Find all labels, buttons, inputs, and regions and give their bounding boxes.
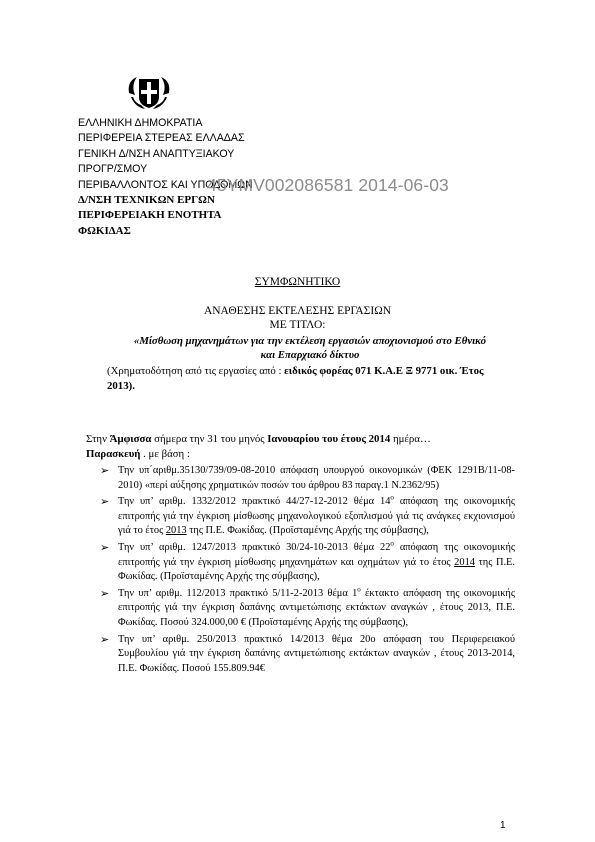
intro-place: Άμφισσα: [109, 433, 152, 445]
intro-text: . με βάση :: [140, 448, 190, 460]
title-text: ΣΥΜΦΩΝΗΤΙΚΟ: [254, 276, 341, 288]
arrow-bullet-icon: ➢: [100, 540, 110, 554]
arrow-bullet-icon: ➢: [100, 495, 110, 509]
ordinal-sup: ο: [390, 493, 394, 502]
item-year: 2014: [454, 556, 475, 568]
header-line: ΠΕΡΙΒΑΛΛΟΝΤΟΣ ΚΑΙ ΥΠΟΔΟΜΩΝ: [78, 178, 253, 191]
legal-basis-list: [100, 464, 515, 678]
arrow-bullet-icon: ➢: [100, 464, 110, 477]
greek-coat-of-arms-emblem: [125, 73, 173, 113]
item-text: απόφαση της οικονομικής επιτροπής γιά την έγκριση μίσθωσης μηχανημάτων και οχημάτων γιά το έτος: [118, 541, 515, 568]
funding-code: ειδικός φορέας 071 Κ.Α.Ε Ξ 9771 οικ. Έτος 2013).: [107, 365, 484, 392]
subtitle-line: ΜΕ ΤΙΤΛΟ:: [269, 319, 326, 331]
intro-date: Ιανουαρίου του έτους 2014: [267, 433, 391, 445]
intro-text: Στην: [86, 433, 110, 445]
item-text: Την υπ΄αριθμ.35130/739/09-08-2010 απόφαση υπουργού οικονομικών (ΦΕΚ 1291Β/11-08-2010) «περί αύξησης χρηματικών ποσών του άρθρου 83 παραγ.1 Ν.2362/95): [118, 465, 515, 491]
header-bold-line: Δ/ΝΣΗ ΤΕΧΝΙΚΩΝ ΕΡΓΩΝ: [78, 194, 215, 207]
list-item: [100, 541, 515, 585]
funding-prefix: (Χρηματοδότηση από τις εργασίες από :: [107, 365, 285, 377]
arrow-bullet-icon: ➢: [100, 586, 110, 600]
item-text: έκτακτο απόφαση της οικονομικής επιτροπής γιά την έγκριση δαπάνης αντιμετώπισης εκτάκτων αναγκών , έτους 2013, Π.Ε. Φωκίδας. Ποσού 324.000,00 € (Προϊσταμένης Αρχής της σύμβασης),: [118, 587, 515, 628]
list-item: [100, 587, 515, 631]
item-text: της Π.Ε. Φωκίδας. (Προϊσταμένης Αρχής της σύμβασης),: [118, 556, 516, 583]
item-text: Την υπ’ αριθμ. 1332/2012 πρακτικό 44/27-12-2012 θέμα 14: [118, 496, 391, 508]
intro-paragraph: [86, 432, 516, 462]
header-bold-line: ΠΕΡΙΦΕΡΕΙΑΚΗ ΕΝΟΤΗΤΑ: [78, 209, 222, 222]
item-text: Την υπ’ αριθμ. 250/2013 πρακτικό 14/2013 θέμα 20ο απόφαση του Περιφερειακού Συμβουλίου γιά την έγκριση δαπάνης αντιμετώπισης εκτάκτων αναγκών , έτους 2013-2014, Π.Ε. Φωκίδας. Ποσού 155.809.94€: [118, 633, 515, 674]
item-text: της Π.Ε. Φωκίδας. (Προϊσταμένης Αρχής της σύμβασης),: [186, 525, 429, 537]
item-year: 2013: [165, 525, 187, 537]
intro-text: σήμερα την 31 του μηνός: [151, 433, 268, 445]
subject-line: και Επαρχιακό δίκτυο: [260, 349, 360, 361]
item-text: Την υπ’ αριθμ. 112/2013 πρακτικό 5/11-2-2013 θέμα 1: [118, 587, 358, 599]
intro-day: Παρασκευή: [86, 448, 141, 460]
document-subtitle: [0, 304, 595, 332]
header-line: ΕΛΛΗΝΙΚΗ ΔΗΜΟΚΡΑΤΙΑ: [78, 117, 203, 129]
ordinal-sup: ο: [357, 585, 361, 594]
list-item: [100, 633, 515, 677]
subject-line: «Μίσθωση μηχανημάτων για την εκτέλεση εργασιών αποχιονισμού στο Εθνικό: [133, 335, 487, 347]
arrow-bullet-icon: ➢: [100, 632, 110, 646]
header-line: ΠΡΟΓΡ/ΣΜΟΥ: [78, 163, 148, 176]
subtitle-line: ΑΝΑΘΕΣΗΣ ΕΚΤΕΛΕΣΗΣ ΕΡΓΑΣΙΩΝ: [203, 305, 392, 317]
page-number: 1: [500, 820, 506, 831]
header-line: ΓΕΝΙΚΗ Δ/ΝΣΗ ΑΝΑΠΤΥΞΙΑΚΟΥ: [78, 147, 235, 160]
header-line: ΠΕΡΙΦΕΡΕΙΑ ΣΤΕΡΕΑΣ ΕΛΛΑΔΑΣ: [78, 132, 245, 145]
item-text: απόφαση της οικονομικής επιτροπής γιά την έγκριση μίσθωσης μηχανολογικού εξοπλισμού γιά τις ανάγκες εκχιονισμού γιά το έτος: [118, 496, 515, 537]
list-item: [100, 464, 515, 493]
intro-text: ημέρα…: [390, 433, 431, 445]
document-title: [0, 276, 595, 288]
funding-note: [107, 364, 507, 394]
header-bold-line: ΦΩΚΙΔΑΣ: [78, 224, 131, 237]
contract-subject: [90, 334, 530, 362]
item-text: Την υπ’ αριθμ. 1247/2013 πρακτικό 30/24-10-2013 θέμα 22: [118, 541, 391, 553]
ada-watermark-stamp: 45ΥΜV002086581 2014-06-03: [207, 175, 449, 195]
list-item: [100, 495, 515, 539]
ordinal-sup: ο: [390, 539, 394, 548]
